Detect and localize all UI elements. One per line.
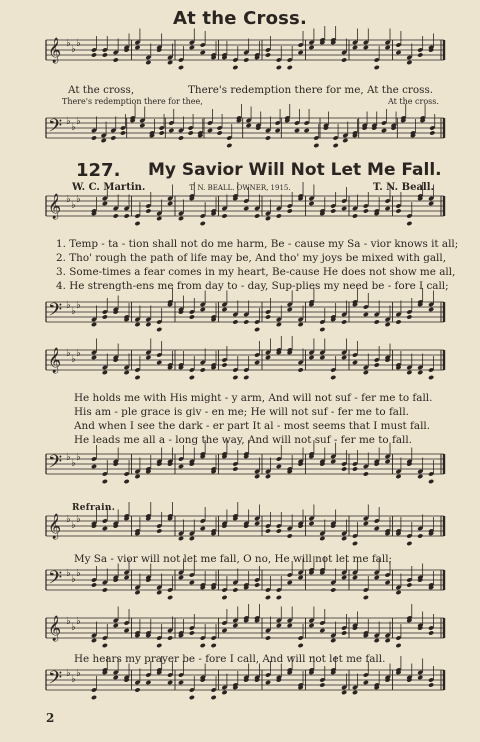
note-head [330,375,336,380]
note-head [200,50,206,55]
note-head [304,128,310,133]
note-head [265,595,271,600]
note-head [134,590,140,595]
note-head [189,314,195,319]
note-head [102,370,108,375]
note-head [156,643,162,648]
flat-sign: ♭ [66,348,71,359]
note-head [308,623,314,628]
note-head [276,528,282,533]
note-head [374,526,380,531]
note-head [167,595,173,600]
note-head [429,130,435,135]
note-head [101,138,107,143]
note-head [254,360,260,365]
flat-sign: ♭ [71,306,76,317]
top-lyric-right: There's redemption there for me, At the cross. [188,84,434,96]
note-head [363,595,369,600]
note-head [134,221,140,226]
note-head [313,143,319,148]
note-head [287,580,293,585]
note-head [341,536,347,541]
note-head [265,680,271,685]
note-head [120,130,126,135]
flat-sign: ♭ [66,194,71,205]
note-head [124,575,130,580]
flat-sign: ♭ [76,300,81,311]
note-head [363,521,369,526]
note-head [200,221,206,226]
note-head [374,638,380,643]
note-head [221,690,227,695]
note-head [178,65,184,70]
note-head [167,201,173,206]
note-head [428,307,434,312]
verse-3-line-b: And when I see the dark - er part It al - most seems that I must fall. [74,420,431,432]
note-head [333,143,339,148]
note-head [134,45,140,50]
note-head [341,466,347,471]
note-head [156,360,162,365]
flat-sign: ♭ [71,674,76,685]
note-head [145,322,151,327]
note-head [341,206,347,211]
note-head [91,464,97,469]
note-head [167,60,173,65]
note-head [265,314,271,319]
note-head [276,65,282,70]
note-head [385,45,391,50]
flat-sign: ♭ [71,200,76,211]
note-head [200,526,206,531]
note-head [330,587,336,592]
note-head [134,322,140,327]
note-head [178,135,184,140]
note-head [232,623,238,628]
flat-sign: ♭ [76,514,81,525]
note-head [124,628,130,633]
note-head [211,695,217,700]
note-head [124,479,130,484]
note-head [200,643,206,648]
note-head [428,479,434,484]
note-head [167,635,173,640]
top-hymn-title: At the Cross. [172,8,307,29]
verse-2-line-b: His am - ple grace is giv - en me; He will not suf - fer me to fall. [74,406,409,418]
note-head [276,595,282,600]
note-head [341,575,347,580]
note-head [406,541,412,546]
note-head [91,695,97,700]
hymn-title: My Savior Will Not Let Me Fall. [148,160,442,180]
note-head [124,213,130,218]
verse-2-line-a: 2. Tho' rough the path of life may be, And tho' my joys be mixed with gall, [56,252,446,264]
flat-sign: ♭ [76,194,81,205]
note-head [232,319,238,324]
note-head [102,643,108,648]
note-head [381,128,387,133]
note-head [308,521,314,526]
note-head [156,590,162,595]
note-head [134,474,140,479]
note-head [91,322,97,327]
note-head [254,327,260,332]
note-head [221,362,227,367]
note-head [417,370,423,375]
note-head [341,630,347,635]
note-head [189,580,195,585]
copyright: T. N. BEALL. OWNER, 1915. [189,184,291,192]
flat-sign: ♭ [71,520,76,531]
flat-sign: ♭ [71,44,76,55]
note-head [221,628,227,633]
credits [0,182,480,196]
clef-symbol: 𝄢 [48,116,63,141]
note-head [385,322,391,327]
note-head [178,216,184,221]
note-head [232,375,238,380]
flat-sign: ♭ [71,622,76,633]
note-head [308,201,314,206]
note-head [113,675,119,680]
flat-sign: ♭ [71,458,76,469]
note-head [91,52,97,57]
clef-symbol: 𝄢 [48,568,63,593]
note-head [352,575,358,580]
note-head [374,362,380,367]
note-head [374,65,380,70]
note-head [385,580,391,585]
note-head [124,370,130,375]
flat-sign: ♭ [76,616,81,627]
note-head [145,680,151,685]
author: W. C. Martin. [72,182,146,193]
clef-symbol: 𝄞 [48,194,62,219]
note-head [374,319,380,324]
flat-sign: ♭ [66,568,71,579]
note-head [330,459,336,464]
note-head [159,130,165,135]
note-head [287,65,293,70]
hymn-number: 127. [76,160,121,181]
note-head [276,464,282,469]
refrain-line-2: He hears my prayer be - fore I call, And will not let me fall. [74,653,386,665]
note-head [102,314,108,319]
note-head [385,459,391,464]
note-head [232,65,238,70]
note-head [287,307,293,312]
note-head [363,312,369,317]
note-head [287,533,293,538]
note-head [139,123,145,128]
note-head [319,536,325,541]
note-head [91,135,97,140]
note-head [395,474,401,479]
note-head [232,587,238,592]
note-head [102,479,108,484]
verse-4-line-b: He leads me all a - long the way, And will not suf - fer me to fall. [74,434,412,446]
note-head [276,213,282,218]
note-head [298,322,304,327]
note-head [330,638,336,643]
note-head [91,638,97,643]
note-head [226,143,232,148]
note-head [298,575,304,580]
note-head [294,128,300,133]
note-head [265,52,271,57]
note-head [168,128,174,133]
note-head [156,327,162,332]
note-head [156,216,162,221]
note-head [298,50,304,55]
flat-sign: ♭ [76,116,81,127]
note-head [211,643,217,648]
note-head [417,675,423,680]
note-head [406,370,412,375]
note-head [254,213,260,218]
note-head [246,123,252,128]
note-head [243,319,249,324]
note-head [243,375,249,380]
note-head [319,628,325,633]
clef-symbol: 𝄢 [48,300,63,325]
note-head [341,319,347,324]
note-head [406,60,412,65]
note-head [254,474,260,479]
note-head [428,630,434,635]
clef-symbol: 𝄞 [48,616,62,641]
flat-sign: ♭ [66,38,71,49]
note-head [167,680,173,685]
note-head [428,375,434,380]
note-head [319,355,325,360]
clef-symbol: 𝄞 [48,514,62,539]
note-head [298,367,304,372]
note-head [188,130,194,135]
note-head [287,208,293,213]
note-head [417,52,423,57]
note-head [178,575,184,580]
note-head [232,466,238,471]
note-head [363,208,369,213]
note-head [265,216,271,221]
note-head [145,355,151,360]
note-head [374,575,380,580]
note-head [319,327,325,332]
note-head [243,57,249,62]
note-head [352,541,358,546]
note-head [428,682,434,687]
hymn-header [0,158,480,184]
note-head [200,307,206,312]
note-head [395,208,401,213]
note-head [298,643,304,648]
flat-sign: ♭ [66,668,71,679]
note-head [352,213,358,218]
flat-sign: ♭ [66,514,71,525]
note-head [417,533,423,538]
note-head [113,623,119,628]
note-head [189,375,195,380]
composer: T. N. Beall. [373,182,434,193]
note-head [113,57,119,62]
note-head [91,582,97,587]
note-head [134,687,140,692]
note-head [385,638,391,643]
note-head [102,587,108,592]
note-head [352,360,358,365]
clef-symbol: 𝄞 [48,38,62,63]
flat-sign: ♭ [66,452,71,463]
note-head [265,474,271,479]
note-head [330,208,336,213]
note-head [363,471,369,476]
note-head [217,130,223,135]
note-head [207,128,213,133]
note-head [406,221,412,226]
note-head [352,690,358,695]
flat-sign: ♭ [76,568,81,579]
note-head [319,682,325,687]
note-head [265,355,271,360]
note-head [91,355,97,360]
note-head [363,370,369,375]
note-head [189,695,195,700]
note-head [417,474,423,479]
note-head [102,526,108,531]
note-head [341,690,347,695]
note-head [428,201,434,206]
note-head [189,45,195,50]
note-head [254,582,260,587]
note-head [341,355,347,360]
note-head [342,138,348,143]
note-head [363,680,369,685]
note-head [189,630,195,635]
note-head [156,528,162,533]
note-head [243,206,249,211]
refrain-line-1: My Sa - vior will not let me fall, O no, He will not let me fall; [74,553,393,565]
note-head [254,521,260,526]
flat-sign: ♭ [71,574,76,585]
note-head [395,590,401,595]
note-head [221,213,227,218]
note-head [406,314,412,319]
note-head [385,206,391,211]
flat-sign: ♭ [76,38,81,49]
note-head [178,536,184,541]
note-head [178,464,184,469]
note-head [406,582,412,587]
refrain-label: Refrain. [72,503,116,513]
note-head [265,528,271,533]
note-head [363,45,369,50]
note-head [352,45,358,50]
note-head [113,213,119,218]
note-head [276,322,282,327]
verse-4-line-a: 4. He strength-ens me from day to - day, Sup-plies my need be - fore I call; [56,280,449,292]
flat-sign: ♭ [76,668,81,679]
top-lyric-left: At the cross, [68,84,135,96]
flat-sign: ♭ [76,452,81,463]
note-head [178,680,184,685]
note-head [308,45,314,50]
note-head [352,466,358,471]
note-head [110,135,116,140]
clef-symbol: 𝄢 [48,452,63,477]
note-head [145,208,151,213]
flat-sign: ♭ [66,300,71,311]
page-number: 2 [46,711,55,725]
verse-1-line-a: 1. Temp - ta - tion shall not do me harm, Be - cause my Sa - vior knows it all; [56,238,459,250]
note-head [395,50,401,55]
note-head [395,643,401,648]
verse-3-line-a: 3. Some-times a fear comes in my heart, Be-cause He does not show me all, [56,266,456,278]
note-head [221,307,227,312]
note-head [221,595,227,600]
flat-sign: ♭ [76,348,81,359]
clef-symbol: 𝄞 [48,348,62,373]
note-head [102,201,108,206]
note-head [200,367,206,372]
flat-sign: ♭ [71,122,76,133]
note-head [276,623,282,628]
note-head [287,623,293,628]
note-head [341,57,347,62]
note-head [102,52,108,57]
top-lyric-left-2: There's redemption there for thee, [62,97,203,106]
note-head [395,319,401,324]
clef-symbol: 𝄢 [48,668,63,693]
verse-1-line-b: He holds me with His might - y arm, And will not suf - fer me to fall. [74,392,433,404]
note-head [134,375,140,380]
note-head [265,635,271,640]
note-head [308,355,314,360]
flat-sign: ♭ [66,616,71,627]
top-lyric-right-2: At the cross. [388,97,439,106]
note-head [189,536,195,541]
note-head [265,135,271,140]
note-head [275,128,281,133]
flat-sign: ♭ [66,116,71,127]
note-head [145,60,151,65]
flat-sign: ♭ [71,354,76,365]
